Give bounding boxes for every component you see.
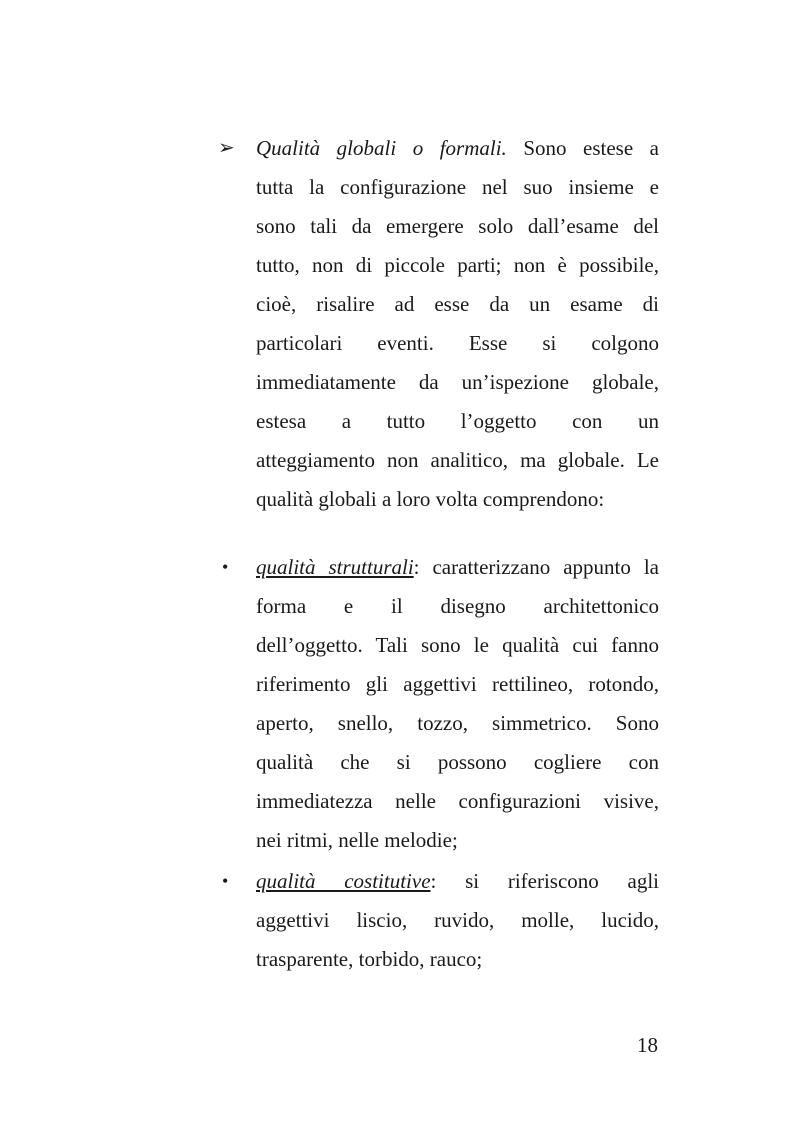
paragraph-line: particolari eventi. Esse si colgono	[256, 331, 659, 355]
paragraph-line: aggettivi liscio, ruvido, molle, lucido,	[256, 908, 659, 932]
page-number: 18	[637, 1033, 658, 1057]
paragraph-line: tutta la configurazione nel suo insieme e	[256, 175, 659, 199]
paragraph-line: : si riferiscono agli	[430, 869, 660, 893]
arrow-bullet-marker: ➢	[218, 137, 235, 159]
paragraph-line: aperto, snello, tozzo, simmetrico. Sono	[256, 711, 659, 735]
paragraph-line: immediatezza nelle configurazioni visive,	[256, 789, 659, 813]
paragraph-line: immediatamente da un’ispezione globale,	[256, 370, 659, 394]
paragraph-line: sono tali da emergere solo dall’esame del	[256, 214, 659, 238]
paragraph-line: nei ritmi, nelle melodie;	[256, 828, 458, 852]
paragraph-line: forma e il disegno architettonico	[256, 594, 659, 618]
bullet-term: qualità strutturali	[256, 555, 414, 579]
paragraph-line: cioè, risalire ad esse da un esame di	[256, 292, 659, 316]
bullet-term-line	[256, 869, 659, 893]
paragraph-line: dell’oggetto. Tali sono le qualità cui fanno	[256, 633, 659, 657]
section-title: Qualità globali o formali.	[256, 136, 507, 160]
paragraph-line: tutto, non di piccole parti; non è possibile,	[256, 253, 659, 277]
paragraph-line: qualità che si possono cogliere con	[256, 750, 659, 774]
bullet-term-line	[256, 555, 659, 579]
paragraph-line: : caratterizzano appunto la	[413, 555, 659, 579]
bullet-term: qualità costitutive	[256, 869, 431, 893]
paragraph-line: atteggiamento non analitico, ma globale. Le	[256, 448, 659, 472]
paragraph-line: qualità globali a loro volta comprendono:	[256, 487, 605, 511]
section-title-line	[256, 136, 659, 160]
bullet-marker: •	[222, 557, 229, 577]
paragraph-line: trasparente, torbido, rauco;	[256, 947, 483, 971]
paragraph-line: Sono estese a	[506, 136, 659, 160]
paragraph-line: riferimento gli aggettivi rettilineo, rotondo,	[256, 672, 659, 696]
bullet-marker: •	[222, 871, 229, 891]
paragraph-line: estesa a tutto l’oggetto con un	[256, 409, 659, 433]
